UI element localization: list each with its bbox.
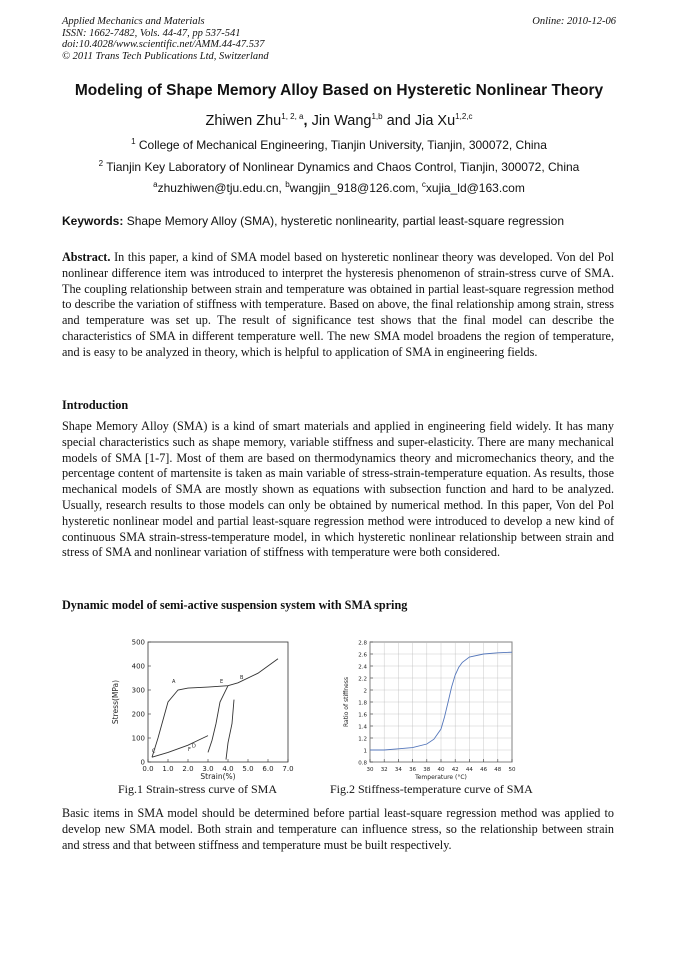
figure-1-caption: Fig.1 Strain-stress curve of SMA [118,782,277,796]
email-sup: b [285,180,290,189]
author-name: Zhiwen Zhu [205,113,282,129]
author-sup: 1, 2, a [281,112,304,122]
y-tick-label: 2.2 [358,676,367,683]
authors [0,113,678,129]
y-tick-label: 300 [131,686,145,695]
y-tick-label: 100 [131,734,145,743]
keywords-text: Shape Memory Alloy (SMA), hysteretic nonlinearity, partial least-square regression [126,214,564,228]
point-label: E [220,678,224,685]
x-tick-label: 50 [508,767,516,773]
y-tick-label: 1.2 [358,736,367,743]
introduction-text: Shape Memory Alloy (SMA) is a kind of smart materials and applied in engineering field widely. It has many special characteristics such as shape memory, variable stiffness and super-elasticity. There are many mechanical models of SMA [1-7]. Most of them are based on thermodynamics theory and micromechanics theory, and the percentage content of martensite is taken as main variable of stress-strain-temperature equation. As results, those mechanical models of SMA are mostly shown as equations with subsection function and hard to be analyzed. Usually, research results to those models can only be obtained by numerical method. In this paper, Von del Pol hysteretic nonlinear model and partial least-square regression method were introduced to develop a new kind of continuous SMA strain-stress-temperature model, in which hysteretic nonlinear relationship between strain and stress of SMA and nonlinear variation of stiffness with temperature were both considered. [62,419,614,560]
x-tick-label: 30 [366,767,374,773]
x-axis-label: Temperature (°C) [415,774,467,781]
series-line [208,686,228,753]
abstract-text: In this paper, a kind of SMA model based on hysteretic nonlinear theory was developed. Von del Pol nonlinear difference item was introduced to interpret the hysteresis phenomenon of strain-stress curve of SMA. The coupling relationship between strain and temperature was obtained in partial least-square regression method to describe the variation of stiffness with temperature. Based on above, the final relationship among strain, stress and temperature was set up. The result of significance test shows that the final model can describe the characteristics of SMA in different temperature well. The new SMA model broadens the region of temperature, and is easy to be analyzed in theory, which is helpful to application of SMA in engineering fields. [62,250,615,359]
affiliation-2 [0,160,678,174]
y-tick-label: 0 [140,758,145,767]
y-tick-label: 1 [363,748,367,755]
journal-name: Applied Mechanics and Materials [62,16,205,27]
keywords [62,214,564,228]
series-line [152,736,208,758]
introduction-heading: Introduction [62,398,129,412]
author-sep: , [303,113,308,129]
x-tick-label: 5.0 [242,765,254,773]
x-tick-label: 3.0 [202,765,214,773]
x-tick-label: 4.0 [222,765,234,773]
email: xujia_ld@163.com [425,181,525,195]
abstract [62,250,614,361]
copyright: © 2011 Trans Tech Publications Ltd, Switzerland [62,50,269,62]
point-label: D [192,743,196,750]
series-line [152,659,278,757]
online-date: Online: 2010-12-06 [532,16,616,27]
x-tick-label: 40 [437,767,445,773]
x-tick-label: 46 [480,767,488,773]
header-block [62,16,269,62]
y-tick-label: 2.8 [358,640,367,647]
paper-title: Modeling of Shape Memory Alloy Based on Hysteretic Nonlinear Theory [74,82,604,99]
y-tick-label: 1.8 [358,700,367,707]
y-axis-label: Ratio of stiffness [343,676,350,728]
email: zhuzhiwen@tju.edu.cn, [157,181,286,195]
author-sup: 1,b [371,112,383,122]
x-tick-label: 34 [394,767,402,773]
affiliation-sup: 1 [131,137,136,146]
affiliation-text: Tianjin Key Laboratory of Nonlinear Dynamics and Chaos Control, Tianjin, 300072, China [106,160,580,174]
y-tick-label: 200 [131,710,145,719]
x-tick-label: 0.0 [142,765,154,773]
y-tick-label: 2.6 [358,652,367,659]
section-text: Basic items in SMA model should be determined before partial least-square regression method was applied to develop new SMA model. Both strain and temperature can influence stress, so the relationship between strain and stress and that between stiffness and temperature must be built respectively. [62,806,614,852]
x-tick-label: 48 [494,767,502,773]
figure-1-chart [110,636,300,782]
author-name: and Jia Xu [386,113,456,129]
emails [0,181,678,195]
figure-2-caption: Fig.2 Stiffness-temperature curve of SMA [330,782,533,796]
section-heading: Dynamic model of semi-active suspension system with SMA spring [62,598,408,612]
y-axis-label: Stress(MPa) [111,679,120,725]
email: wangjin_918@126.com, [289,181,422,195]
email-sup: a [153,180,158,189]
y-tick-label: 400 [131,662,145,671]
keywords-label: Keywords: [62,214,124,228]
point-label: F [188,747,191,754]
x-tick-label: 1.0 [162,765,174,773]
plot-frame [148,642,288,762]
doi: doi:10.4028/www.scientific.net/AMM.44-47.537 [62,39,265,50]
email-sup: c [421,180,426,189]
y-tick-label: 0.8 [358,760,367,767]
x-tick-label: 42 [451,767,459,773]
author-name: Jin Wang [311,113,372,129]
x-tick-label: 36 [409,767,417,773]
point-label: B [240,675,244,682]
series-line [226,700,234,760]
x-axis-label: Strain(%) [200,772,236,781]
y-tick-label: 1.6 [358,712,367,719]
abstract-label: Abstract. [62,250,111,264]
x-tick-label: 38 [423,767,431,773]
point-label: C [152,748,156,755]
affiliation-1 [0,138,678,152]
affiliation-sup: 2 [98,159,104,168]
x-tick-label: 6.0 [262,765,274,773]
author-sup: 1,2,c [455,112,473,122]
point-label: A [172,678,176,685]
x-tick-label: 32 [380,767,388,773]
y-tick-label: 2.4 [358,664,367,671]
y-tick-label: 500 [131,638,145,647]
affiliation-text: College of Mechanical Engineering, Tianjin University, Tianjin, 300072, China [138,138,547,152]
y-tick-label: 1.4 [358,724,367,731]
x-tick-label: 7.0 [282,765,294,773]
y-tick-label: 2 [363,688,367,695]
issn: ISSN: 1662-7482, Vols. 44-47, pp 537-541 [62,27,241,39]
x-tick-label: 2.0 [182,765,194,773]
x-tick-label: 44 [465,767,473,773]
figure-2-chart [340,636,522,782]
